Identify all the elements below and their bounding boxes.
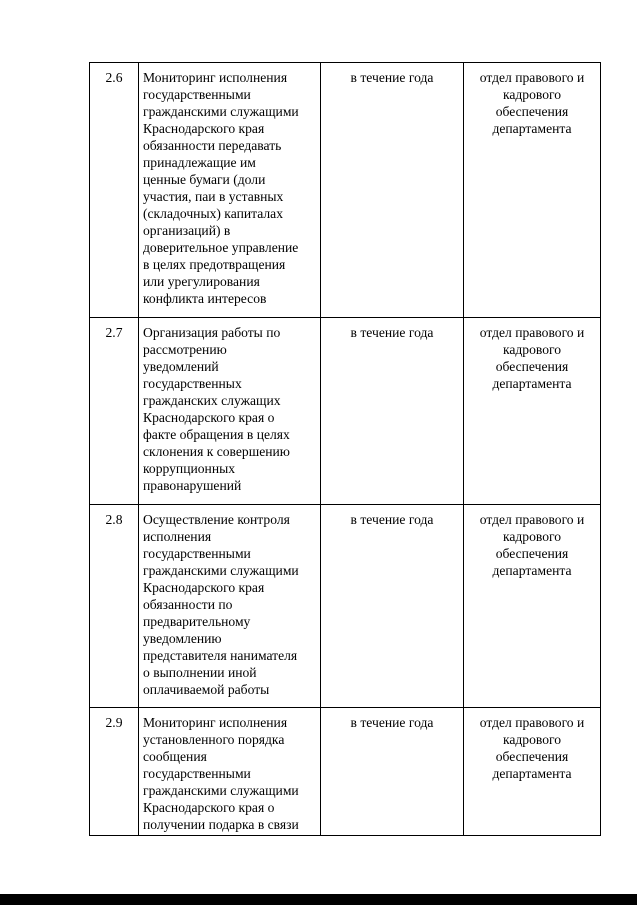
description-line: государственными [143, 546, 251, 561]
item-responsible [464, 63, 601, 318]
description-line: оплачиваемой работы [143, 682, 270, 697]
description-line: уведомлению [143, 631, 222, 646]
description-line: принадлежащие им [143, 155, 256, 170]
item-term: в течение года [321, 63, 464, 318]
responsible-line: департамента [492, 376, 572, 391]
responsible-line: отдел правового и [479, 715, 585, 730]
description-line: или урегулирования [143, 274, 260, 289]
item-description [139, 505, 321, 708]
table-row [90, 505, 601, 708]
description-line: сообщения [143, 749, 207, 764]
description-line: государственными [143, 766, 251, 781]
description-line: (складочных) капиталах [143, 206, 283, 221]
item-number: 2.6 [90, 63, 139, 318]
item-responsible [464, 318, 601, 505]
description-line: гражданскими служащими [143, 104, 299, 119]
responsible-line: департамента [492, 766, 572, 781]
description-line: Краснодарского края [143, 121, 265, 136]
description-line: конфликта интересов [143, 291, 267, 306]
description-line: гражданскими служащими [143, 563, 299, 578]
description-line: уведомлений [143, 359, 219, 374]
table-row [90, 708, 601, 836]
item-term: в течение года [321, 505, 464, 708]
measures-table [89, 62, 601, 836]
description-line: представителя нанимателя [143, 648, 298, 663]
table-row [90, 318, 601, 505]
responsible-line: отдел правового и [479, 70, 585, 85]
description-line: гражданскими служащими [143, 783, 299, 798]
responsible-line: департамента [492, 563, 572, 578]
description-line: участия, паи в уставных [143, 189, 284, 204]
description-line: организаций) в [143, 223, 231, 238]
item-responsible [464, 505, 601, 708]
item-description [139, 708, 321, 836]
table-row [90, 63, 601, 318]
responsible-line: кадрового [502, 732, 562, 747]
description-line: Организация работы по [143, 325, 281, 340]
responsible-line: обеспечения [495, 104, 569, 119]
description-line: Краснодарского края о [143, 410, 275, 425]
item-term: в течение года [321, 318, 464, 505]
description-line: получении подарка в связи [143, 817, 299, 832]
description-line: рассмотрению [143, 342, 227, 357]
description-line: Мониторинг исполнения [143, 70, 288, 85]
description-line: обязанности передавать [143, 138, 282, 153]
measures-table-body [90, 63, 601, 836]
description-line: ценные бумаги (доли [143, 172, 266, 187]
description-line: правонарушений [143, 478, 242, 493]
description-line: Краснодарского края [143, 580, 265, 595]
responsible-line: обеспечения [495, 546, 569, 561]
description-line: государственных [143, 376, 242, 391]
description-line: исполнения [143, 529, 212, 544]
description-line: доверительное управление [143, 240, 299, 255]
item-description [139, 318, 321, 505]
description-line: государственными [143, 87, 251, 102]
responsible-line: кадрового [502, 529, 562, 544]
item-term: в течение года [321, 708, 464, 836]
description-line: Краснодарского края о [143, 800, 275, 815]
item-number: 2.8 [90, 505, 139, 708]
description-line: факте обращения в целях [143, 427, 290, 442]
description-line: предварительному [143, 614, 251, 629]
responsible-line: департамента [492, 121, 572, 136]
description-line: обязанности по [143, 597, 233, 612]
responsible-line: кадрового [502, 87, 562, 102]
responsible-line: обеспечения [495, 749, 569, 764]
responsible-line: кадрового [502, 342, 562, 357]
description-line: Осуществление контроля [143, 512, 290, 527]
responsible-line: обеспечения [495, 359, 569, 374]
description-line: склонения к совершению [143, 444, 290, 459]
responsible-line: отдел правового и [479, 325, 585, 340]
item-description [139, 63, 321, 318]
description-line: установленного порядка [143, 732, 285, 747]
item-number: 2.9 [90, 708, 139, 836]
description-line: о выполнении иной [143, 665, 257, 680]
item-responsible [464, 708, 601, 836]
description-line: коррупционных [143, 461, 236, 476]
scan-bottom-edge [0, 894, 637, 905]
responsible-line: отдел правового и [479, 512, 585, 527]
description-line: Мониторинг исполнения [143, 715, 288, 730]
description-line: гражданских служащих [143, 393, 281, 408]
description-line: в целях предотвращения [143, 257, 286, 272]
item-number: 2.7 [90, 318, 139, 505]
